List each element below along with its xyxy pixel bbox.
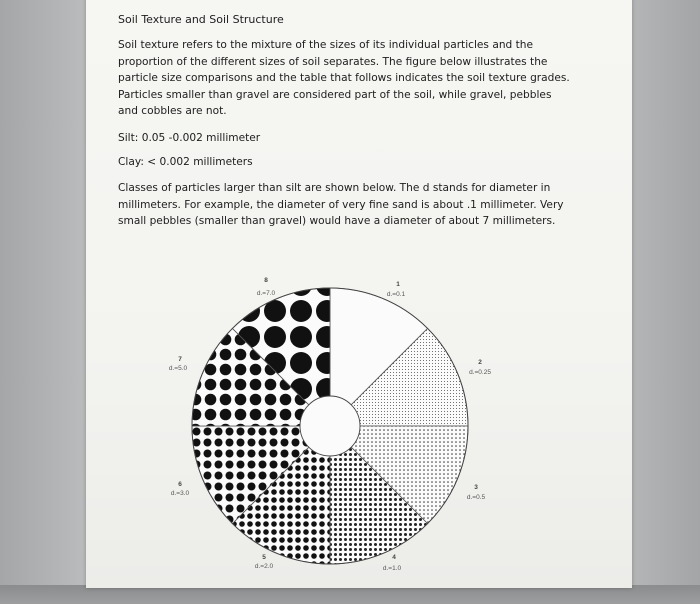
label-2-diameter: d.=0.25	[469, 369, 491, 376]
center-circle	[300, 396, 360, 456]
label-8-diameter: d.=7.0	[256, 290, 276, 297]
label-5-diameter: d.=2.0	[254, 563, 274, 570]
silt-definition: Silt: 0.05 -0.002 millimeter	[118, 132, 261, 144]
intro-paragraph: Soil texture refers to the mixture of the sizes of its individual particles and the proportion of the different sizes of soil separates. The figure below illustrates the particle size comparisons and the table that follows indicates the soil texture grades. Particles smaller than gravel are considered part of the soil, while gravel, pebbles and cobbles are not.	[118, 39, 570, 118]
classes-paragraph: Classes of particles larger than silt are shown below. The d stands for diameter in millimeters. For example, the diameter of very fine sand is about .1 millimeter. Very small pebbles (smaller than gravel) would have a diameter of about 7 millimeters.	[118, 182, 564, 228]
label-3-number: 3	[474, 484, 478, 491]
label-1-diameter: d.=0.1	[386, 291, 406, 298]
label-1-number: 1	[396, 281, 400, 288]
document-title: Soil Texture and Soil Structure	[118, 13, 284, 26]
particle-size-diagram	[158, 272, 538, 582]
label-3-diameter: d.=0.5	[466, 494, 486, 501]
label-2-number: 2	[478, 359, 482, 366]
clay-definition: Clay: < 0.002 millimeters	[118, 156, 253, 168]
label-7-diameter: d.=5.0	[168, 365, 188, 372]
label-8-number: 8	[264, 277, 268, 284]
label-6-number: 6	[178, 481, 182, 488]
label-6-diameter: d.=3.0	[170, 490, 190, 497]
label-4-diameter: d.=1.0	[382, 565, 402, 572]
label-4-number: 4	[392, 554, 396, 561]
label-5-number: 5	[262, 554, 266, 561]
label-7-number: 7	[178, 356, 182, 363]
